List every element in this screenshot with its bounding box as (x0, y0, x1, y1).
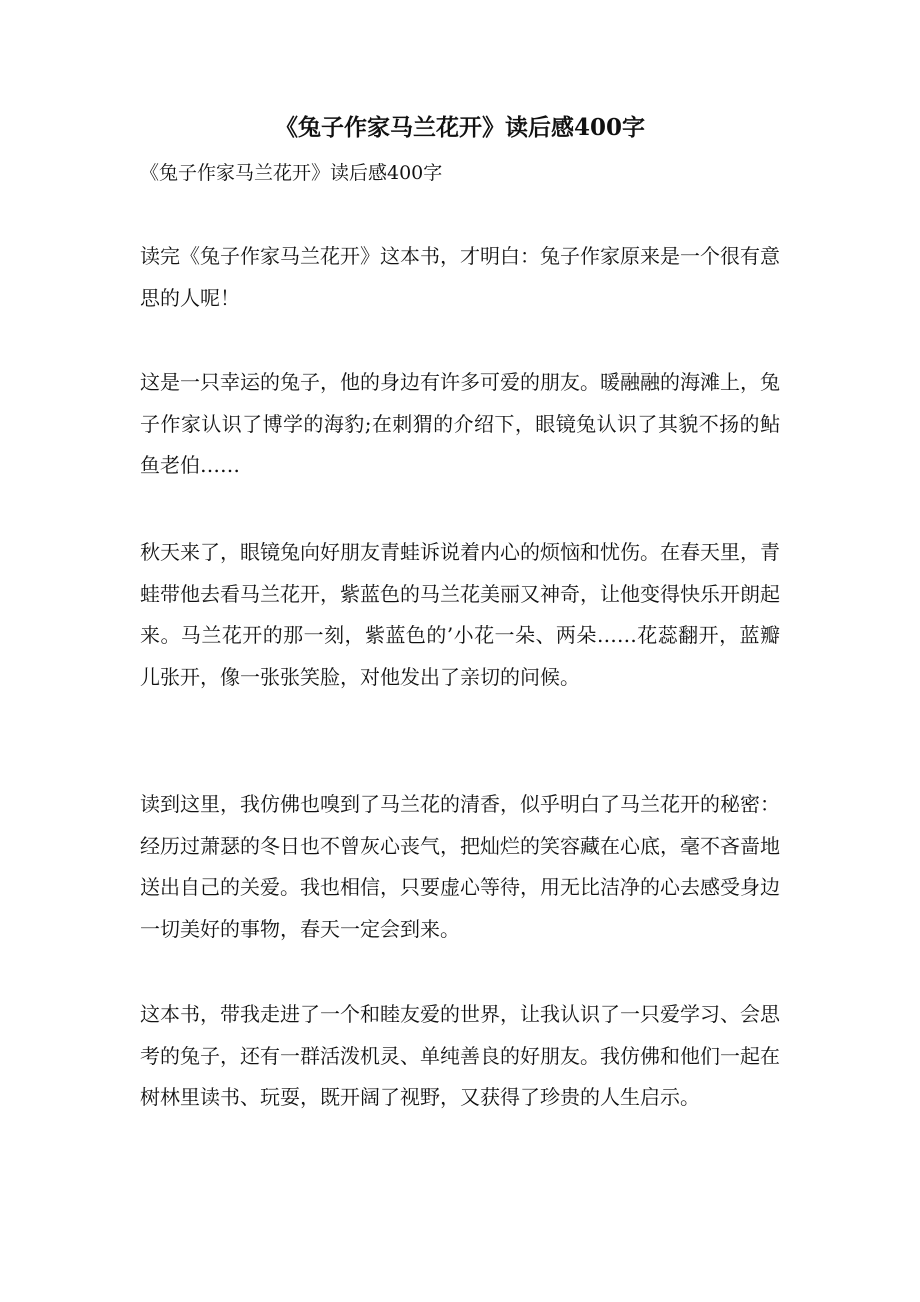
paragraph-4: 读到这里，我仿佛也嗅到了马兰花的清香，似乎明白了马兰花开的秘密：经历过萧瑟的冬日也不曾灰心丧气，把灿烂的笑容藏在心底，毫不吝啬地送出自己的关爱。我也相信，只要虚心等待，用无比洁净的心去感受身边一切美好的事物，春天一定会到来。 (140, 792, 780, 941)
paragraph-2: 这是一只幸运的兔子，他的身边有许多可爱的朋友。暖融融的海滩上，兔子作家认识了博学的海豹;在刺猬的介绍下，眼镜兔认识了其貌不扬的鲇鱼老伯…… (140, 370, 780, 477)
document-subtitle: 《兔子作家马兰花开》读后感400字 (140, 162, 443, 184)
document-title: 《兔子作家马兰花开》读后感400字 (274, 114, 645, 141)
paragraph-3: 秋天来了，眼镜兔向好朋友青蛙诉说着内心的烦恼和忧伤。在春天里，青蛙带他去看马兰花开，紫蓝色的马兰花美丽又神奇，让他变得快乐开朗起来。马兰花开的那一刻，紫蓝色的’小花一朵、两朵……花蕊翻开，蓝瓣儿张开，像一张张笑脸，对他发出了亲切的问候。 (140, 540, 780, 689)
paragraph-1: 读完《兔子作家马兰花开》这本书，才明白：兔子作家原来是一个很有意思的人呢！ (140, 244, 780, 310)
paragraph-5: 这本书，带我走进了一个和睦友爱的世界，让我认识了一只爱学习、会思考的兔子，还有一群活泼机灵、单纯善良的好朋友。我仿佛和他们一起在树林里读书、玩耍，既开阔了视野，又获得了珍贵的人生启示。 (140, 1002, 780, 1109)
